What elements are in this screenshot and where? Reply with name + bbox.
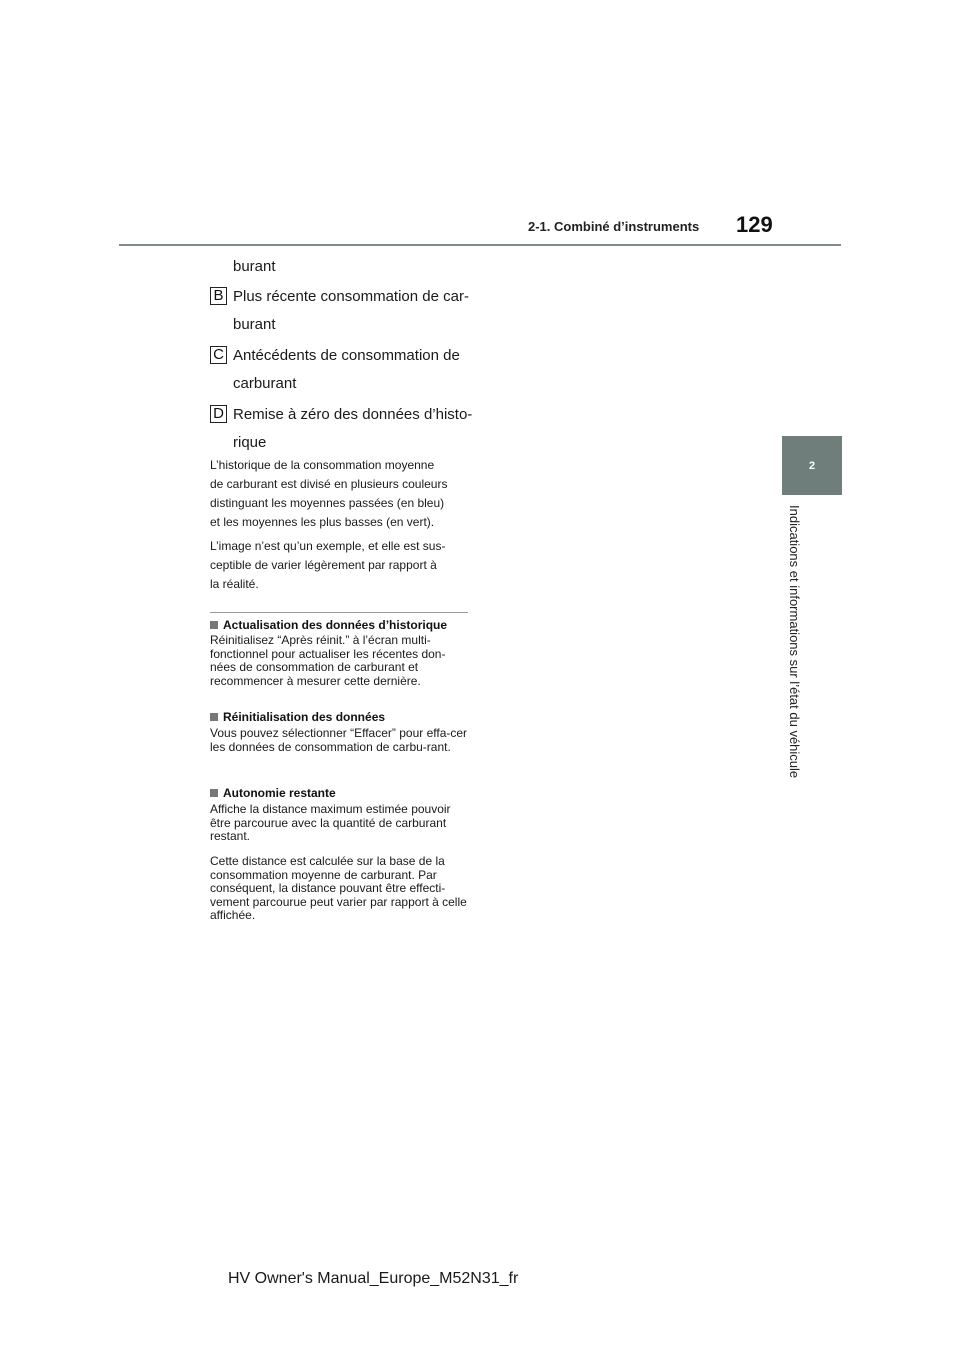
- heading-autonomie: Autonomie restante: [210, 786, 336, 800]
- para-reinitialisation: Vous pouvez sélectionner “Effacer” pour effa-cer les données de consommation de carbu-rant.: [210, 726, 468, 754]
- square-bullet-icon: [210, 713, 218, 721]
- chapter-number: 2: [808, 460, 816, 472]
- section-divider: [210, 612, 468, 613]
- note1-line1: L’historique de la consommation moyenne: [210, 458, 435, 472]
- item-b-line2: burant: [233, 316, 276, 333]
- label-d-box: D: [210, 405, 227, 423]
- header-divider: [119, 244, 841, 246]
- chapter-title: Indications et informations sur l’état du véhicule: [787, 505, 802, 779]
- heading-reinitialisation: Réinitialisation des données: [210, 710, 385, 724]
- para-actualisation: Réinitialisez “Après réinit.” à l’écran multi-fonctionnel pour actualiser les récentes don-nées de consommation de carburant et recommencer à mesurer cette dernière.: [210, 633, 446, 688]
- section-title: 2-1. Combiné d’instruments: [528, 219, 700, 234]
- note2-line2: ceptible de varier légèrement par rapport à: [210, 558, 437, 572]
- note1-line3: distinguant les moyennes passées (en bleu): [210, 496, 445, 510]
- chapter-tab: [782, 436, 842, 495]
- item-b-line1: Plus récente consommation de car-: [233, 288, 469, 305]
- square-bullet-icon: [210, 621, 218, 629]
- square-bullet-icon: [210, 789, 218, 797]
- item-d-line1: Remise à zéro des données d’histo-: [233, 406, 473, 423]
- heading-actualisation: Actualisation des données d’historique: [210, 618, 447, 632]
- label-c-box: C: [210, 346, 227, 364]
- item-a-continuation: burant: [233, 258, 276, 275]
- footer-manual-id: HV Owner's Manual_Europe_M52N31_fr: [228, 1270, 519, 1287]
- note2-line3: la réalité.: [210, 577, 259, 591]
- note1-line2: de carburant est divisé en plusieurs couleurs: [210, 477, 448, 491]
- note1-line4: et les moyennes les plus basses (en vert).: [210, 515, 435, 529]
- item-d-line2: rique: [233, 434, 267, 451]
- note2-line1: L’image n’est qu’un exemple, et elle est sus-: [210, 539, 446, 553]
- para-autonomie-1: Affiche la distance maximum estimée pouvoir être parcourue avec la quantité de carburant restant.: [210, 802, 451, 843]
- page-number: 129: [736, 212, 773, 237]
- item-c-line2: carburant: [233, 375, 297, 392]
- para-autonomie-2: Cette distance est calculée sur la base de la consommation moyenne de carburant. Par conséquent, la distance pouvant être effecti-vement parcourue peut varier par rapport à celle affichée.: [210, 854, 467, 922]
- item-c-line1: Antécédents de consommation de: [233, 347, 460, 364]
- label-b-box: B: [210, 287, 227, 305]
